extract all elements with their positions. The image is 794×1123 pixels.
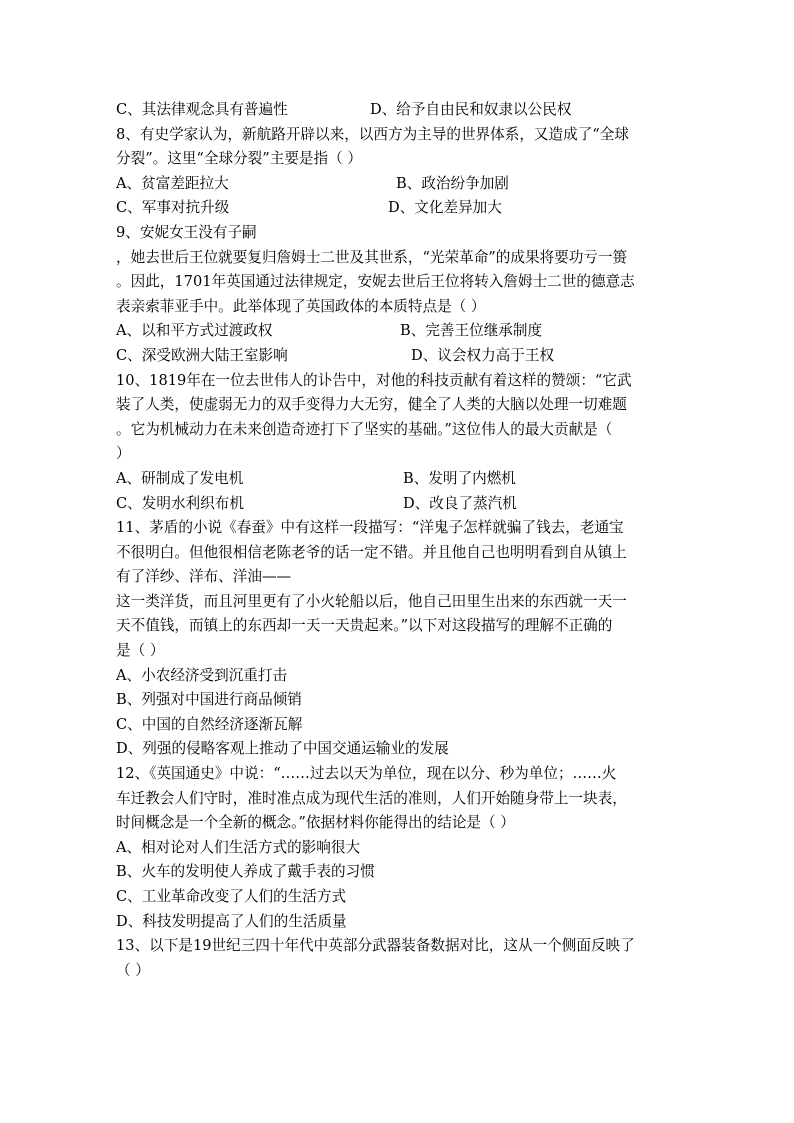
option-b: B、列强对中国进行商品倾销 <box>116 691 302 709</box>
question-text: 12、《英国通史》中说：“……过去以天为单位，现在以分、秒为单位；……火 <box>116 765 617 783</box>
question-text: 13、以下是19世纪三四十年代中英部分武器装备数据对比，这从一个侧面反映了 <box>116 937 635 955</box>
option-b: B、火车的发明使人养成了戴手表的习惯 <box>116 863 375 881</box>
question-text: 9、安妮女王没有子嗣 <box>116 223 257 241</box>
question-text: 时间概念是一个全新的概念。”依据材料你能得出的结论是（ ） <box>116 814 515 832</box>
option-a: A、小农经济受到沉重打击 <box>116 666 288 684</box>
options-row <box>116 172 682 197</box>
question-text: 天不值钱，而镇上的东西却一天一天贵起来。”以下对这段描写的理解不正确的 <box>116 617 613 635</box>
question-text: 这一类洋货，而且河里更有了小火轮船以后，他自己田里生出来的东西就一天一 <box>116 592 627 610</box>
question-12 <box>116 762 682 934</box>
option-d: D、列强的侵略客观上推动了中国交通运输业的发展 <box>116 740 449 758</box>
option-c: C、军事对抗升级 <box>116 199 230 217</box>
document-page <box>116 98 682 983</box>
question-text: 。它为机械动力在未来创造奇迹打下了坚实的基础。”这位伟人的最大贡献是（ <box>116 420 613 438</box>
options-row <box>116 492 682 517</box>
option-c: C、其法律观念具有普遍性 <box>116 101 288 118</box>
options-row <box>116 467 682 492</box>
carry-options-cd <box>116 98 682 123</box>
options-row <box>116 319 682 344</box>
option-d: D、议会权力高于王权 <box>411 346 555 364</box>
question-13 <box>116 934 682 983</box>
question-text: 8、有史学家认为，新航路开辟以来，以西方为主导的世界体系，又造成了“全球 <box>116 125 629 143</box>
question-9 <box>116 221 682 369</box>
question-text: 装了人类，使虚弱无力的双手变得力大无穷，健全了人类的大脑以处理一切难题 <box>116 396 627 414</box>
question-11 <box>116 516 682 762</box>
option-c: C、中国的自然经济逐渐瓦解 <box>116 715 303 733</box>
question-text: （ ） <box>116 961 150 979</box>
option-b: B、完善王位继承制度 <box>400 322 543 340</box>
options-row <box>116 196 682 221</box>
option-d: D、给予自由民和奴隶以公民权 <box>370 101 572 118</box>
question-text: 不很明白。但他很相信老陈老爷的话一定不错。并且他自己也明明看到自从镇上 <box>116 543 627 561</box>
options-row <box>116 344 682 369</box>
option-a: A、贫富差距拉大 <box>116 174 229 192</box>
option-a: A、以和平方式过渡政权 <box>116 322 273 340</box>
option-c: C、发明水利织布机 <box>116 494 244 512</box>
question-text: ，她去世后王位就要复归詹姆士二世及其世系，“光荣革命”的成果将要功亏一篑 <box>116 248 628 266</box>
question-text: 是（ ） <box>116 642 165 660</box>
question-text: 表亲索菲亚手中。此举体现了英国政体的本质特点是（ ） <box>116 297 486 315</box>
question-10 <box>116 369 682 517</box>
question-text: 车迁教会人们守时，准时准点成为现代生活的准则，人们开始随身带上一块表， <box>116 789 627 807</box>
option-b: B、发明了内燃机 <box>403 469 516 487</box>
question-text: ） <box>116 445 131 463</box>
question-8 <box>116 123 682 221</box>
option-b: B、政治纷争加剧 <box>396 174 509 192</box>
option-c: C、深受欧洲大陆王室影响 <box>116 346 288 364</box>
question-text: 。因此，1701年英国通过法律规定，安妮去世后王位将转入詹姆士二世的德意志 <box>116 273 635 291</box>
question-text: 11、茅盾的小说《春蚕》中有这样一段描写：“洋鬼子怎样就骗了钱去，老通宝 <box>116 519 624 537</box>
option-d: D、文化差异加大 <box>388 199 502 217</box>
option-a: A、研制成了发电机 <box>116 469 244 487</box>
option-d: D、改良了蒸汽机 <box>403 494 517 512</box>
option-a: A、相对论对人们生活方式的影响很大 <box>116 838 361 856</box>
question-text: 有了洋纱、洋布、洋油—— <box>116 568 292 586</box>
option-c: C、工业革命改变了人们的生活方式 <box>116 888 347 905</box>
option-d: D、科技发明提高了人们的生活质量 <box>116 912 347 930</box>
question-text: 分裂”。这里“全球分裂”主要是指（ ） <box>116 150 362 168</box>
question-text: 10、1819年在一位去世伟人的讣告中，对他的科技贡献有着这样的赞颂：“它武 <box>116 371 632 389</box>
